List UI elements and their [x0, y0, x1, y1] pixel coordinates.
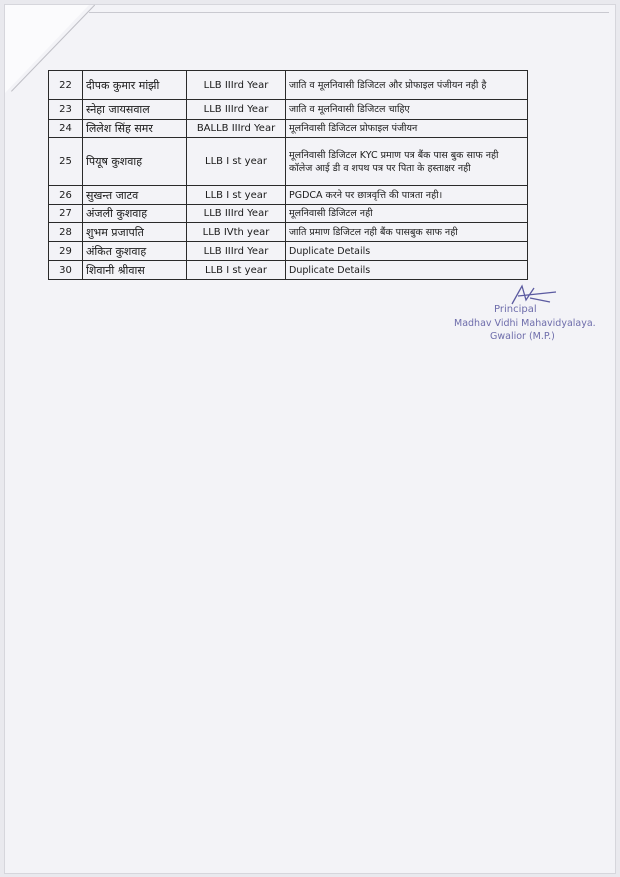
student-name: दीपक कुमार मांझी [83, 71, 187, 100]
remark: Duplicate Details [286, 261, 528, 280]
principal-stamp [452, 282, 602, 352]
remark: जाति व मूलनिवासी डिजिटल और प्रोफाइल पंजीयन नही है [286, 71, 528, 100]
remark: जाति व मूलनिवासी डिजिटल चाहिए [286, 100, 528, 120]
table-row [49, 242, 528, 261]
serial-number: 22 [49, 71, 83, 100]
serial-number: 28 [49, 223, 83, 242]
page-top-edge [89, 12, 609, 13]
course-year: BALLB IIIrd Year [187, 120, 286, 138]
remark: जाति प्रमाण डिजिटल नही बैंक पासबुक साफ नही [286, 223, 528, 242]
table-row [49, 205, 528, 223]
table-row [49, 138, 528, 186]
remark: मूलनिवासी डिजिटल नही [286, 205, 528, 223]
course-year: LLB I st year [187, 186, 286, 205]
serial-number: 23 [49, 100, 83, 120]
student-name: अंजली कुशवाह [83, 205, 187, 223]
table-row [49, 261, 528, 280]
table-row [49, 223, 528, 242]
stamp-college: Madhav Vidhi Mahavidyalaya. [454, 318, 596, 329]
serial-number: 29 [49, 242, 83, 261]
table-row [49, 186, 528, 205]
serial-number: 30 [49, 261, 83, 280]
course-year: LLB IVth year [187, 223, 286, 242]
serial-number: 26 [49, 186, 83, 205]
student-name: शुभम प्रजापति [83, 223, 187, 242]
stamp-city: Gwalior (M.P.) [490, 331, 555, 342]
course-year: LLB I st year [187, 138, 286, 186]
student-name: लिलेश सिंह समर [83, 120, 187, 138]
student-remarks-table [48, 70, 528, 280]
course-year: LLB I st year [187, 261, 286, 280]
stamp-title: Principal [494, 304, 537, 315]
remark: मूलनिवासी डिजिटल प्रोफाइल पंजीयन [286, 120, 528, 138]
student-name: शिवानी श्रीवास [83, 261, 187, 280]
serial-number: 24 [49, 120, 83, 138]
course-year: LLB IIIrd Year [187, 100, 286, 120]
course-year: LLB IIIrd Year [187, 71, 286, 100]
student-name: पियूष कुशवाह [83, 138, 187, 186]
remark: मूलनिवासी डिजिटल KYC प्रमाण पत्र बैंक पास बुक साफ नही कॉलेज आई डी व शपथ पत्र पर पिता के हस्ताक्षर नही [286, 138, 528, 186]
student-name: स्नेहा जायसवाल [83, 100, 187, 120]
table-row [49, 100, 528, 120]
student-name: सुखन्त जाटव [83, 186, 187, 205]
table-row [49, 120, 528, 138]
remark: Duplicate Details [286, 242, 528, 261]
course-year: LLB IIIrd Year [187, 242, 286, 261]
serial-number: 25 [49, 138, 83, 186]
serial-number: 27 [49, 205, 83, 223]
course-year: LLB IIIrd Year [187, 205, 286, 223]
student-name: अंकित कुशवाह [83, 242, 187, 261]
table-row [49, 71, 528, 100]
remark: PGDCA करने पर छात्रवृत्ति की पात्रता नही। [286, 186, 528, 205]
